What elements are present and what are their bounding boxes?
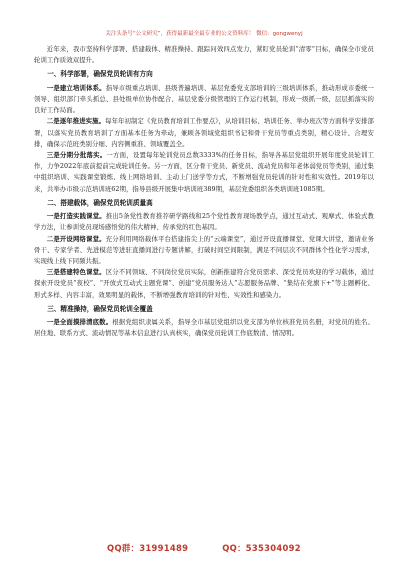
paragraph-text: 充分利用网络载体平台搭建指尖上的“云端课堂”，通过开设直播课堂、党课大讲堂，邀请业务骨干、专家学者、先进模范等进驻直播间进行专题讲解，打破时间空间限制，满足不同层次不同群体个性化学习需求，实现线上线下同频共振。 — [34, 234, 375, 266]
paragraph-text: 指导市级重点培训、县级普遍培训、基层党委党支部培训的三级培训体系，推动形成市委统一领导、组织部门牵头抓总、县处级单位协作配合、基层党委分级管理的工作运行机制，形成一级抓一级、层层抓落实的良好工作局面。 — [34, 83, 374, 115]
paragraph-lead: 三是搭建特色课堂。 — [46, 268, 106, 277]
section-paragraph — [34, 211, 374, 233]
page-header — [34, 0, 374, 39]
footer-qq-group: QQ群：31991489 — [107, 543, 189, 553]
paragraph-text: 推出5条党性教育推荐研学路线和25个党性教育现场教学点，通过互动式、观摩式、体验式教学方法，让参训党员现场感悟党的伟大精神、传承党的红色基因。 — [34, 212, 374, 232]
section-paragraph — [34, 234, 374, 268]
header-notice: 关注头条号“公文研究”，获得最新最全最专业的公文资料库！ — [105, 31, 255, 37]
paragraph-text: 根据党组织隶属关系，指导全市基层党组织以党支部为单位核准党员名册，对党员的姓名、居住地、联系方式、流动情况等基本信息进行认真核实，确保党员轮训工作底数清、情况明。 — [34, 318, 375, 338]
section-heading: 二、搭建载体，确保党员轮训质量高 — [47, 198, 153, 207]
section-heading: 一、科学部署，确保党员轮训有方向 — [47, 70, 153, 79]
paragraph-lead: 三是分期分批落实。 — [46, 151, 107, 160]
section-paragraph — [34, 150, 374, 195]
section-paragraph — [34, 267, 374, 301]
paragraph-lead: 一是打造实践课堂。 — [46, 212, 106, 221]
paragraph-lead: 二是开设网络课堂。 — [46, 234, 106, 243]
paragraph-lead: 一是建立培训体系。 — [46, 83, 106, 92]
footer-qq: QQ：535304092 — [222, 543, 301, 553]
section-paragraph — [34, 317, 374, 339]
paragraph-text: 一方面，设置每年轮训党员总数3333%的任务目标，指导各基层党组织开展年度党员轮训工作，力争2022年底前提前完成轮训任务。另一方面，区分骨干党员、新党员、流动党员和年老体弱党员等类别，通过集中组织培训、实践课堂锻炼、线上网络培训、主动上门送学等方式，不断增强党员轮训的针对性和实效性。2019年以来，共举办市级示范培训班62期，指导县级开展集中培训班389期，基层党委组织各类培训班1085期。 — [34, 151, 375, 193]
header-contact: 微信：gongwenyj — [256, 31, 303, 37]
section-paragraph — [34, 116, 374, 150]
paragraph-text: 每年年初制定《党员教育培训工作要点》，从培训目标、培训任务、举办班次等方面科学安排部署，以落实党员教育培训了方面基本任务为牵动，兼顾各领域党组织书记和骨干党员等重点类别，精心设计、合理安排，确保示范班类别分细、内容侧重准、领域覆盖全。 — [34, 117, 374, 148]
intro-paragraph: 近年来，我市坚持科学部署、搭建载体、精准操持、跟踪问效四点发力，紧盯党员轮训“清零”目标，确保全市党员轮训工作质效双提升。 — [34, 45, 374, 65]
page-footer — [0, 542, 408, 554]
paragraph-lead: 一是全面摸排清底数。 — [46, 318, 113, 327]
section-heading: 三、精准操持，确保党员轮训全覆盖 — [47, 304, 153, 313]
section-paragraph — [34, 83, 374, 117]
paragraph-text: 区分不同领域、不同岗位党员实际，创新推建符合党员需求、深受党员欢迎的学习载体，通过探索开设党员“夜校”、“开放式互动式主题党课”、创建“党员服务达人”志愿服务品牌、“集结在党旗下+”等主题孵化、形式多样、内容丰富，效果明显的载体，不断增强教育培训的针对性、实效性和感染力。 — [34, 268, 374, 299]
paragraph-lead: 二是逐年推进实施。 — [46, 117, 106, 126]
